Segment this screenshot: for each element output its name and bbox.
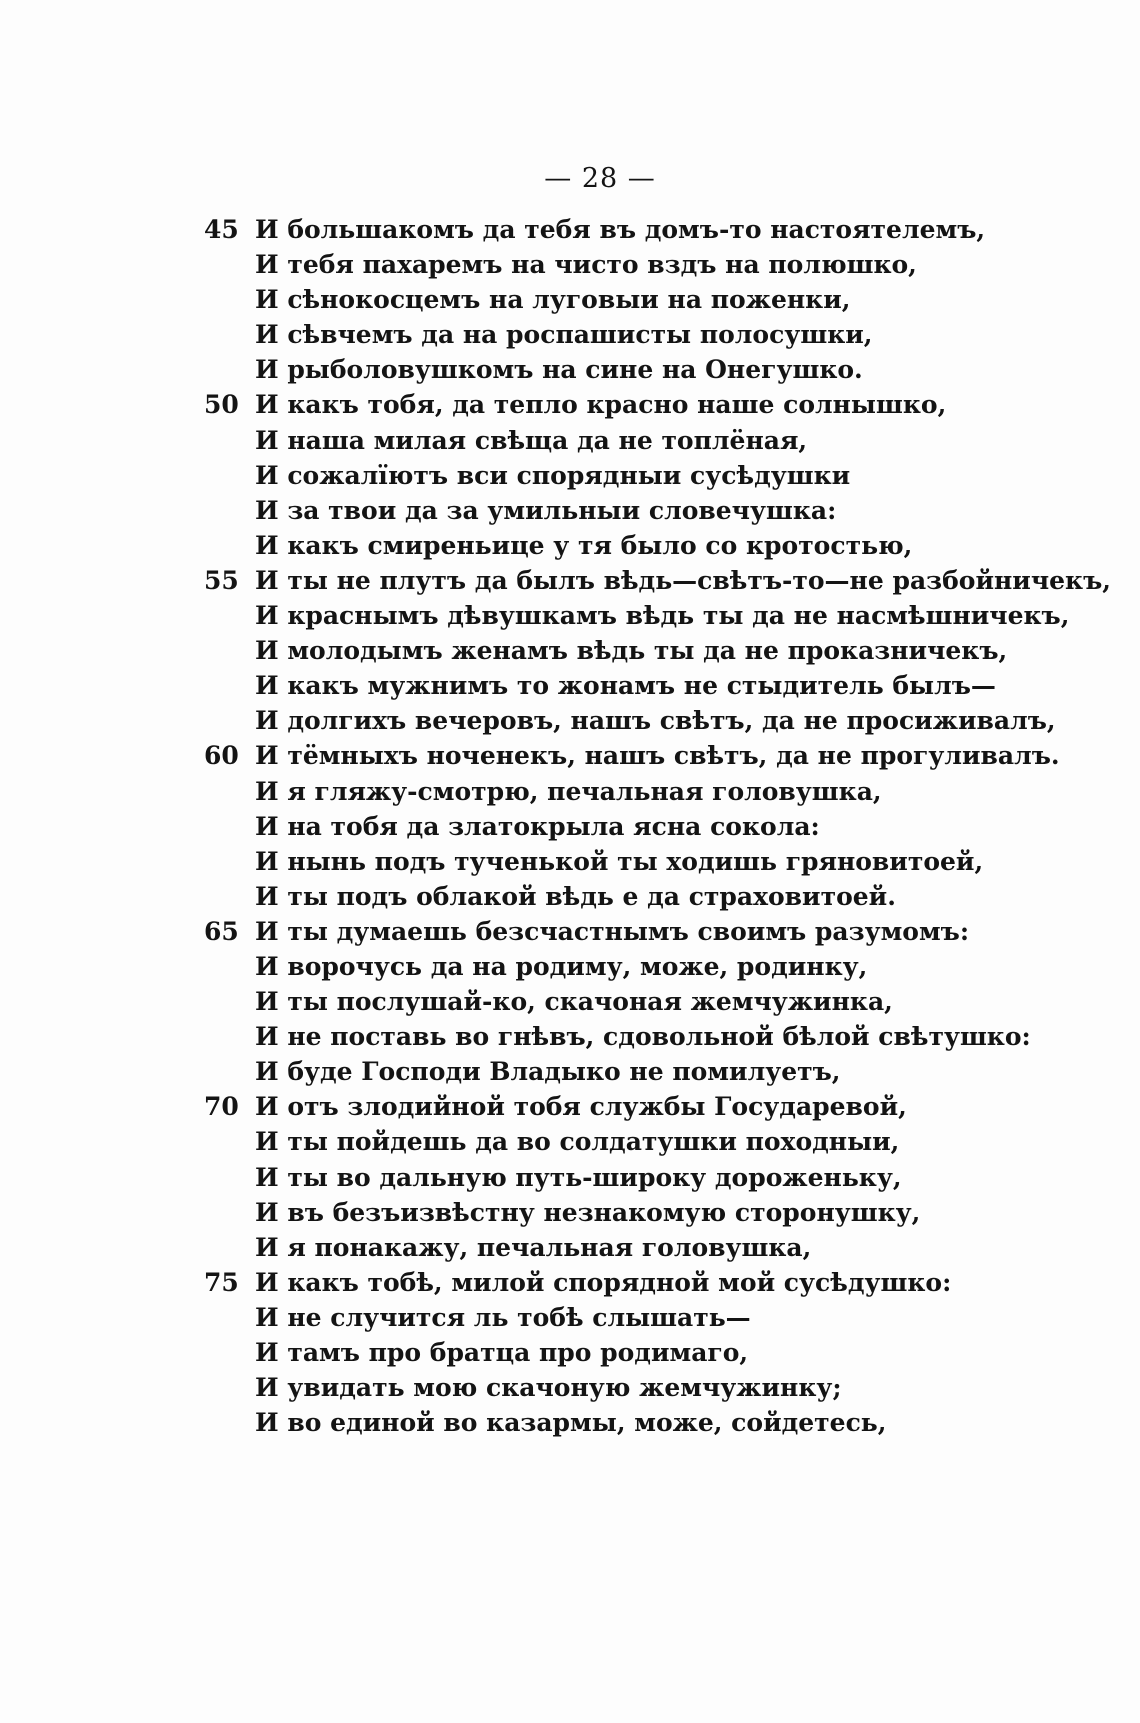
line-number: 45 [204, 215, 239, 244]
verse-line [210, 1335, 1010, 1370]
line-text: И ты не плутъ да былъ вѣдь—свѣтъ-то—не разбойничекъ, [255, 565, 1111, 595]
verse-line [210, 282, 1010, 317]
line-text: И не поставь во гнѣвъ, сдовольной бѣлой свѣтушко: [255, 1022, 1031, 1052]
verse-line [204, 738, 1060, 773]
verse-line [210, 774, 1010, 809]
verse-line [210, 1124, 1010, 1159]
line-text: И во единой во казармы, може, сойдетесь, [255, 1408, 887, 1438]
verse-line [204, 914, 1010, 949]
verse-line [210, 1230, 1010, 1265]
verse-line [210, 493, 1010, 528]
verse-line [210, 1370, 1010, 1405]
line-text: И долгихъ вечеровъ, нашъ свѣтъ, да не просиживалъ, [255, 706, 1056, 736]
line-text: И какъ смиреньице у тя было со кротостью, [255, 530, 913, 560]
line-text: И сожалїютъ вси спорядныи сусѣдушки [255, 460, 851, 490]
verse-line [204, 563, 1111, 598]
line-text: И тебя пахаремъ на чисто вздъ на полюшко, [255, 250, 917, 280]
line-text: И тамъ про братца про родимаго, [255, 1338, 749, 1367]
verse-line [204, 212, 1010, 247]
line-text: И увидать мою скачоную жемчужинку; [255, 1373, 842, 1403]
verse-line [210, 352, 1010, 387]
line-text: И молодымъ женамъ вѣдь ты да не проказничекъ, [255, 636, 1008, 666]
line-text: И рыболовушкомъ на сине на Онегушко. [255, 355, 863, 385]
verse-line [210, 703, 1056, 738]
line-text: И наша милая свѣща да не топлёная, [255, 425, 808, 455]
line-number: 60 [204, 741, 239, 771]
verse-line [210, 598, 1070, 633]
verse-line [210, 668, 1010, 703]
verse-line [204, 1265, 1010, 1300]
line-text: И какъ тобѣ, милой спорядной мой сусѣдушко: [255, 1267, 952, 1297]
verse-block [204, 212, 1111, 1440]
line-text: И большакомъ да тебя въ домъ-то настоятелемъ, [255, 215, 986, 244]
verse-line [210, 423, 1010, 458]
line-text: И какъ мужнимъ то жонамъ не стыдитель былъ— [255, 671, 996, 701]
line-text: И отъ злодийной тобя службы Государевой, [255, 1092, 907, 1122]
line-number: 65 [204, 916, 239, 946]
line-text: И ты послушай-ко, скачоная жемчужинка, [255, 987, 893, 1017]
line-text: И въ безъизвѣстну незнакомую сторонушку, [255, 1197, 921, 1227]
line-text: И ты пойдешь да во солдатушки походныи, [255, 1127, 900, 1157]
verse-line [210, 844, 1010, 879]
verse-line [204, 387, 1010, 422]
line-number: 70 [204, 1092, 239, 1122]
line-number: 50 [204, 390, 239, 420]
page-number: — 28 — [544, 163, 656, 194]
line-text: И я понакажу, печальная головушка, [255, 1232, 812, 1262]
line-text: И сѣвчемъ да на роспашисты полосушки, [255, 320, 873, 350]
line-text: И сѣнокосцемъ на луговыи на поженки, [255, 285, 851, 315]
verse-line [210, 1019, 1031, 1054]
verse-line [204, 1089, 1010, 1124]
line-text: И не случится ль тобѣ слышать— [255, 1302, 751, 1332]
line-text: И я гляжу-смотрю, печальная головушка, [255, 776, 882, 806]
line-text: И нынь подъ тученькой ты ходишь гряновитоей, [255, 846, 984, 876]
line-text: И какъ тобя, да тепло красно наше солнышко, [255, 390, 947, 420]
verse-line [210, 317, 1010, 352]
verse-line [210, 247, 1010, 282]
verse-line [210, 458, 1010, 493]
line-text: И ты подъ облакой вѣдь е да страховитоей. [255, 881, 896, 911]
verse-line [210, 879, 1010, 914]
verse-line [210, 1300, 1010, 1335]
line-text: И краснымъ дѣвушкамъ вѣдь ты да не насмѣшничекъ, [255, 601, 1070, 631]
verse-line [210, 984, 1010, 1019]
line-text: И ворочусь да на родиму, може, родинку, [255, 951, 868, 981]
line-text: И за твои да за умильныи словечушка: [255, 495, 837, 525]
line-text: И ты думаешь безсчастнымъ своимъ разумомъ: [255, 916, 970, 946]
verse-line [210, 809, 1010, 844]
line-text: И буде Господи Владыко не помилуетъ, [255, 1057, 841, 1087]
verse-line [210, 949, 1010, 984]
verse-line [210, 1054, 1010, 1089]
line-number: 55 [204, 565, 239, 595]
verse-line [210, 633, 1010, 668]
verse-line [210, 528, 1010, 563]
line-text: И тёмныхъ ноченекъ, нашъ свѣтъ, да не прогуливалъ. [255, 741, 1060, 771]
verse-line [210, 1160, 1010, 1195]
line-text: И на тобя да златокрыла ясна сокола: [255, 811, 820, 841]
line-number: 75 [204, 1267, 239, 1297]
verse-line [210, 1195, 1010, 1230]
line-text: И ты во дальную путь-широку дороженьку, [255, 1162, 902, 1192]
verse-line [210, 1405, 1010, 1440]
